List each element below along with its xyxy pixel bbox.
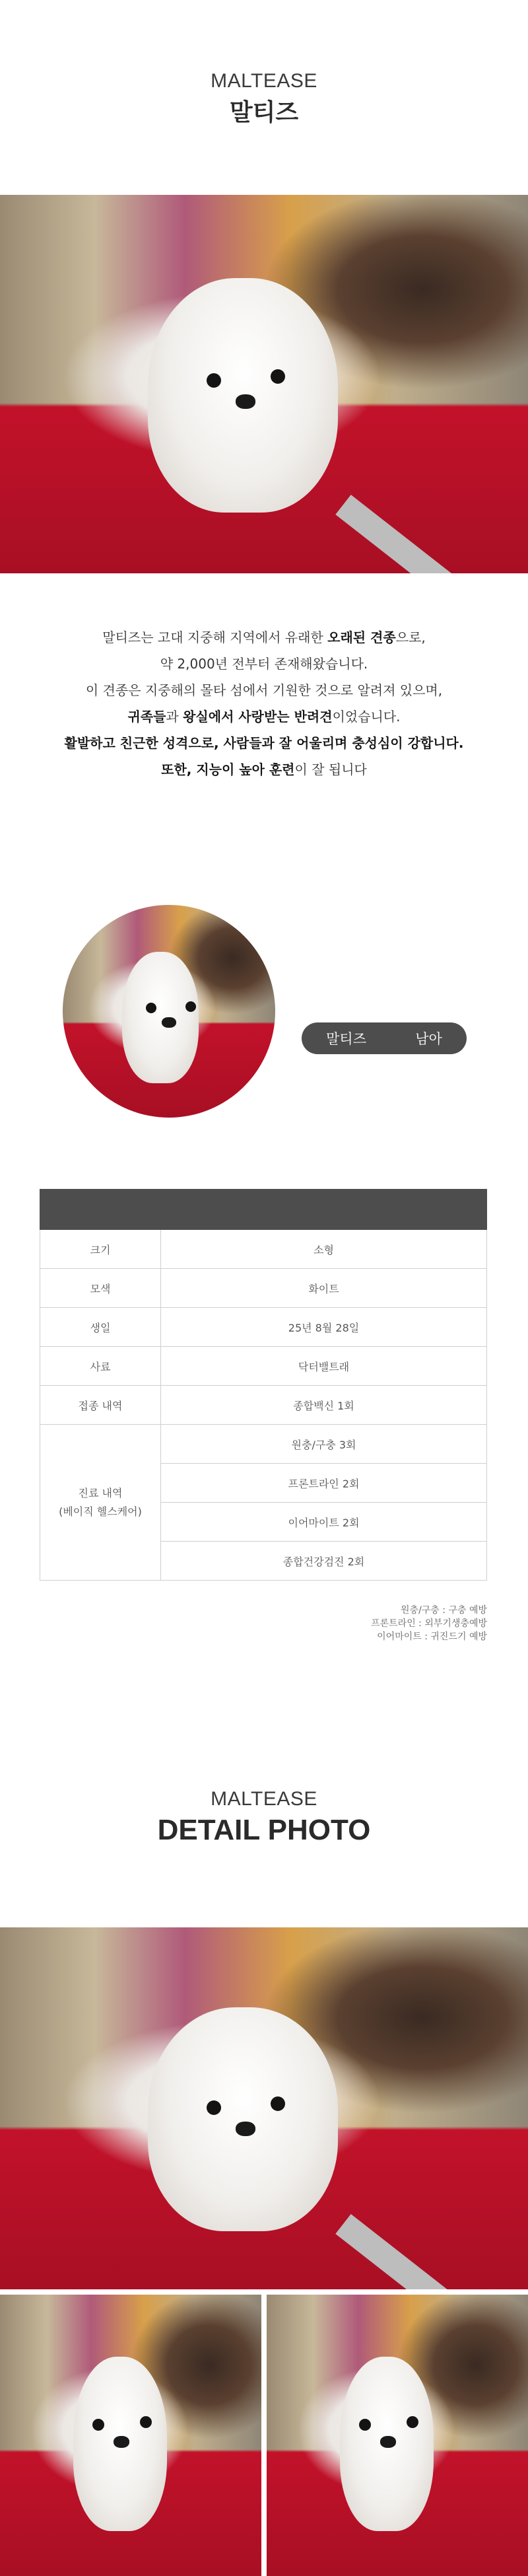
table-row <box>40 1269 487 1308</box>
breed-gender-pill <box>302 1022 467 1054</box>
row-value: 닥터밸트래 <box>161 1347 487 1386</box>
row-label: 모색 <box>40 1269 161 1308</box>
row-label: 크기 <box>40 1230 161 1269</box>
detail-photo-right <box>267 2295 528 2576</box>
care-value: 종합건강검진 2회 <box>161 1542 487 1581</box>
info-table <box>40 1189 487 1581</box>
table-row <box>40 1386 487 1425</box>
breed-label: 말티즈 <box>326 1031 366 1047</box>
row-label: 생일 <box>40 1308 161 1347</box>
description-line: 귀족들과 왕실에서 사랑받는 반려견이었습니다. <box>127 709 401 725</box>
header-title-ko: 말티즈 <box>229 99 299 126</box>
table-row <box>40 1425 487 1464</box>
header-title-en: MALTEASE <box>211 70 317 92</box>
care-label: 진료 내역 (베이직 헬스케어) <box>40 1425 161 1581</box>
description-line: 또한, 지능이 높아 훈련이 잘 됩니다 <box>161 762 367 777</box>
description-line: 약 2,000년 전부터 존재해왔습니다. <box>160 656 368 672</box>
hero-photo <box>0 195 528 573</box>
row-value: 25년 8월 28일 <box>161 1308 487 1347</box>
table-header-cell <box>40 1190 161 1230</box>
table-row <box>40 1308 487 1347</box>
row-label: 접종 내역 <box>40 1386 161 1425</box>
profile-photo <box>63 905 275 1118</box>
care-value: 원충/구충 3회 <box>161 1425 487 1464</box>
detail-photo-left <box>0 2295 261 2576</box>
description-line: 활발하고 친근한 성격으로, 사람들과 잘 어울리며 충성심이 강합니다. <box>64 735 464 751</box>
description <box>0 624 528 783</box>
table-header-cell <box>161 1190 487 1230</box>
row-label: 사료 <box>40 1347 161 1386</box>
description-line: 말티즈는 고대 지중해 지역에서 유래한 오래된 견종으로, <box>102 629 426 645</box>
table-header-row <box>40 1190 487 1230</box>
table-row <box>40 1230 487 1269</box>
note-line: 원충/구충 : 구충 예방 <box>401 1605 487 1616</box>
note-line: 이어마이트 : 귀진드기 예방 <box>377 1631 487 1642</box>
description-line: 이 견종은 지중해의 몰타 섬에서 기원한 것으로 알려져 있으며, <box>85 682 443 698</box>
table-row <box>40 1347 487 1386</box>
table-notes <box>371 1604 487 1643</box>
gender-label: 남아 <box>415 1031 442 1047</box>
row-value: 종합백신 1회 <box>161 1386 487 1425</box>
detail-title-en: MALTEASE <box>211 1788 317 1810</box>
care-value: 이어마이트 2회 <box>161 1503 487 1542</box>
note-line: 프론트라인 : 외부기생충예방 <box>371 1618 487 1629</box>
care-value: 프론트라인 2회 <box>161 1464 487 1503</box>
row-value: 화이트 <box>161 1269 487 1308</box>
detail-title: DETAIL PHOTO <box>157 1814 371 1846</box>
row-value: 소형 <box>161 1230 487 1269</box>
detail-photo-large <box>0 1927 528 2289</box>
